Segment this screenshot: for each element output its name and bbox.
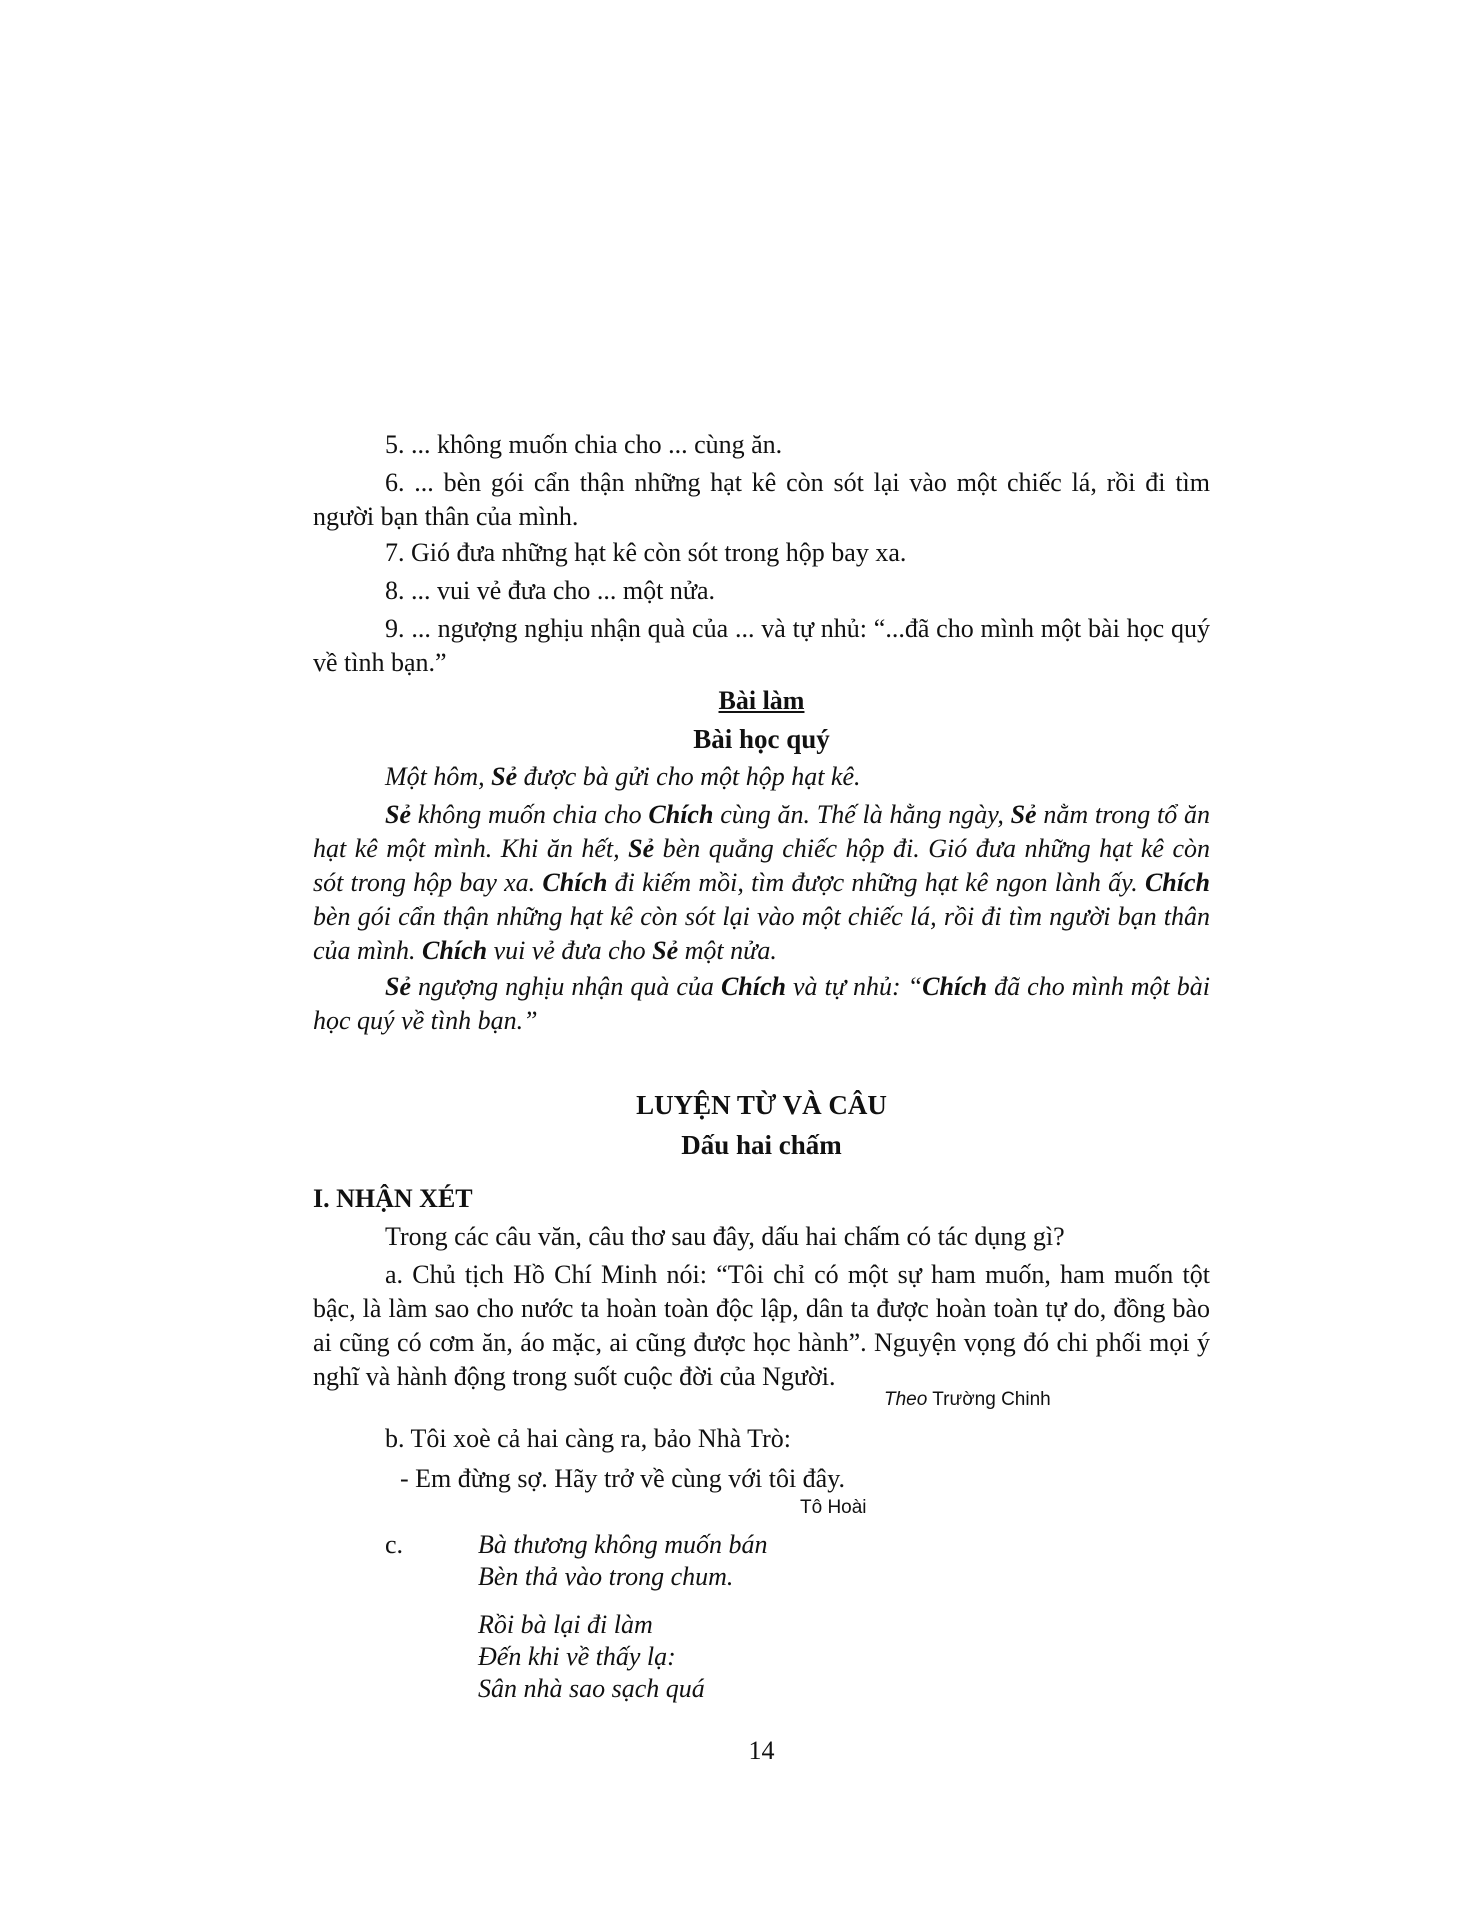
bai-lam-title: Bài học quý <box>693 724 830 754</box>
poem-line: Đến khi về thấy lạ: <box>478 1642 676 1671</box>
poem-line: Bèn thả vào trong chum. <box>478 1562 734 1591</box>
essay-paragraph-1: Một hôm, Sẻ được bà gửi cho một hộp hạt kê. <box>385 762 861 791</box>
poem-line: Sân nhà sao sạch quá <box>478 1674 705 1703</box>
list-item-7: 7. Gió đưa những hạt kê còn sót trong hộp bay xa. <box>385 538 907 567</box>
list-item-8: 8. ... vui vẻ đưa cho ... một nửa. <box>385 576 716 605</box>
example-b-line-2: - Em đừng sợ. Hãy trở về cùng với tôi đây. <box>400 1464 846 1493</box>
example-a: a. Chủ tịch Hồ Chí Minh nói: “Tôi chỉ có một sự ham muốn, ham muốn tột bậc, là làm sao cho nước ta hoàn toàn độc lập, dân ta được hoàn toàn tự do, đồng bào ai cũng có cơm ăn, áo mặc, ai cũng được học hành”. Nguyện vọng đó chi phối mọi ý nghĩ và hành động trong suốt cuộc đời của Người. <box>313 1260 1210 1391</box>
example-a-source: Theo Trường Chinh <box>884 1389 1051 1410</box>
list-item-9: 9. ... ngượng nghịu nhận quà của ... và tự nhủ: “...đã cho mình một bài học quý về tình bạn.” <box>313 614 1210 677</box>
essay-paragraph-3: Sẻ ngượng nghịu nhận quà của Chích và tự nhủ: “Chích đã cho mình một bài học quý về tình bạn.” <box>313 972 1210 1035</box>
question-text: Trong các câu văn, câu thơ sau đây, dấu hai chấm có tác dụng gì? <box>385 1222 1065 1251</box>
example-b-line-1: b. Tôi xoè cả hai càng ra, bảo Nhà Trò: <box>385 1424 792 1453</box>
example-b-source: Tô Hoài <box>800 1497 867 1518</box>
essay-paragraph-2: Sẻ không muốn chia cho Chích cùng ăn. Thế là hằng ngày, Sẻ nằm trong tổ ăn hạt kê một mình. Khi ăn hết, Sẻ bèn quẳng chiếc hộp đi. Gió đưa những hạt kê còn sót trong hộp bay xa. Chích đi kiếm mồi, tìm được những hạt kê ngon lành ấy. Chích bèn gói cẩn thận những hạt kê còn sót lại vào một chiếc lá, rồi đi tìm người bạn thân của mình. Chích vui vẻ đưa cho Sẻ một nửa. <box>313 800 1210 965</box>
poem-line: Bà thương không muốn bán <box>478 1530 768 1559</box>
poem-line: Rồi bà lại đi làm <box>478 1610 653 1639</box>
list-item-6: 6. ... bèn gói cẩn thận những hạt kê còn sót lại vào một chiếc lá, rồi đi tìm người bạn thân của mình. <box>313 468 1210 531</box>
page-number: 14 <box>748 1736 775 1765</box>
bai-lam-heading: Bài làm <box>718 686 805 715</box>
section-subtitle: Dấu hai chấm <box>681 1130 842 1160</box>
section-title: LUYỆN TỪ VÀ CÂU <box>636 1090 887 1120</box>
list-item-5: 5. ... không muốn chia cho ... cùng ăn. <box>385 430 783 459</box>
example-c-label: c. <box>385 1530 404 1559</box>
section-heading: I. NHẬN XÉT <box>313 1184 473 1213</box>
